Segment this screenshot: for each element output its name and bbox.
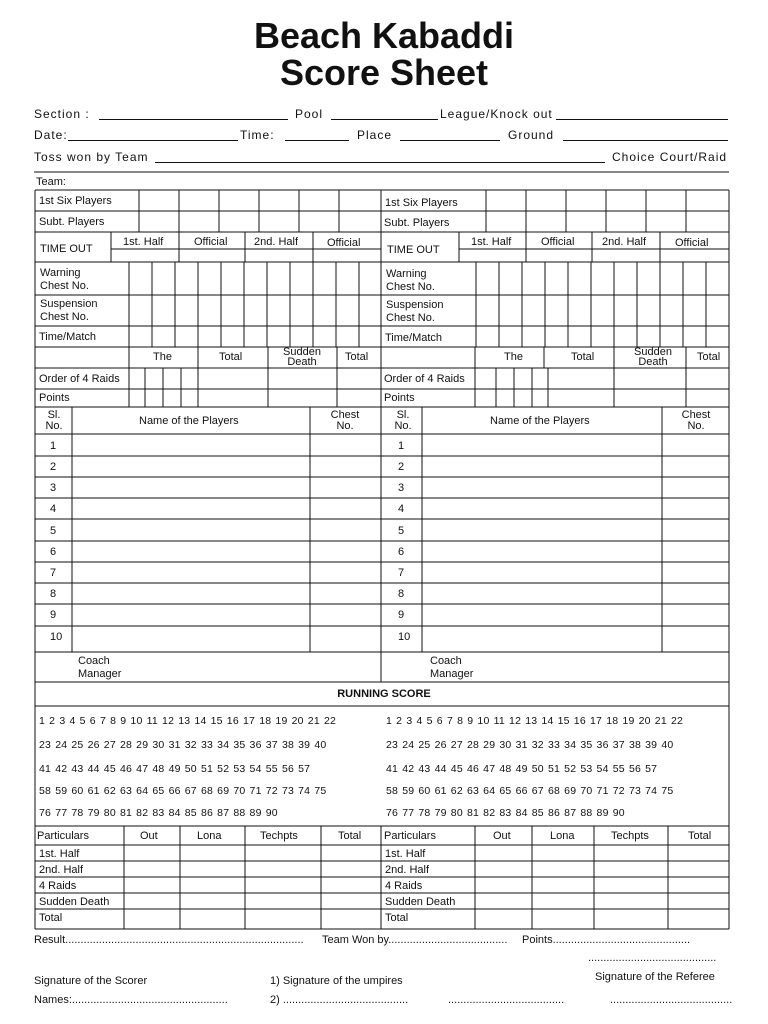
right-coach-manager-label: Coach Manager (430, 655, 474, 680)
time-label: Time: (240, 128, 275, 142)
summary-header: Out (140, 830, 158, 842)
right-warning-chest-label: Chest No. (386, 281, 435, 293)
pool-label: Pool (295, 107, 324, 121)
left-subt-label: Subt. Players (39, 216, 105, 228)
right-first-half-label: 1st. Half (471, 236, 512, 248)
scorer-sign-label: Signature of the Scorer (34, 975, 148, 987)
right-sl-number: 3 (398, 482, 405, 494)
right-sudden-death-label: Sudden Death (634, 346, 672, 368)
left-first-half-label: 1st. Half (123, 236, 164, 248)
right-order-raids-label: Order of 4 Raids (384, 373, 465, 385)
right-sl-number: 10 (398, 631, 411, 643)
sheet-title-line1: Beach Kabaddi (253, 15, 515, 56)
left-sl-number: 9 (50, 609, 57, 621)
right-the-label: The (504, 351, 523, 363)
right-name-players-header: Name of the Players (490, 415, 590, 427)
right-total-label-1: Total (571, 351, 595, 363)
summary-header: Techpts (260, 830, 298, 842)
team-label: Team: (36, 176, 66, 188)
right-sl-number: 4 (398, 503, 405, 515)
left-sl-number: 6 (50, 546, 57, 558)
summary-row-label: 4 Raids (385, 880, 423, 892)
right-sl-number: 6 (398, 546, 405, 558)
right-sl-number: 5 (398, 525, 405, 537)
left-order-raids-label: Order of 4 Raids (39, 373, 120, 385)
sheet-title-line2: Score Sheet (279, 52, 489, 93)
left-sl-number: 5 (50, 525, 57, 537)
umpires-sign-label: 1) Signature of the umpires (270, 975, 403, 987)
right-timeout-label: TIME OUT (387, 244, 440, 256)
right-sl-number: 7 (398, 567, 405, 579)
left-sl-number: 10 (50, 631, 63, 643)
left-total-label-2: Total (345, 351, 369, 363)
summary-row-label: Sudden Death (385, 896, 456, 908)
running-score-line: 58 59 60 61 62 63 64 65 66 67 68 69 70 71 72 73 74 75 (386, 785, 674, 797)
league-label: League/Knock out (440, 107, 553, 121)
left-points-label: Points (39, 392, 70, 404)
summary-row-label: 2nd. Half (39, 864, 84, 876)
summary-row-label: 4 Raids (39, 880, 77, 892)
left-the-label: The (153, 351, 172, 363)
left-total-label-1: Total (219, 351, 243, 363)
left-chest-no-header: Chest No. (330, 409, 360, 432)
left-first-six-label: 1st Six Players (39, 195, 112, 207)
summary-header: Particulars (384, 830, 436, 842)
right-suspension-chest-label: Chest No. (386, 312, 435, 324)
running-score-line: 23 24 25 26 27 28 29 30 31 32 33 34 35 36 37 38 39 40 (386, 739, 674, 751)
running-score-line: 76 77 78 79 80 81 82 83 84 85 86 87 88 89 90 (39, 807, 278, 819)
summary-row-label: 2nd. Half (385, 864, 430, 876)
left-second-half-label: 2nd. Half (254, 236, 299, 248)
right-sl-number: 2 (398, 461, 405, 473)
running-score-line: 23 24 25 26 27 28 29 30 31 32 33 34 35 36 37 38 39 40 (39, 739, 327, 751)
left-sl-number: 1 (50, 440, 57, 452)
umpire-2-field[interactable]: 2) ......................................... (270, 994, 409, 1006)
right-suspension-label: Suspension (386, 299, 444, 311)
left-suspension-chest-label: Chest No. (40, 311, 89, 323)
summary-header: Out (493, 830, 511, 842)
left-sudden-death-label: Sudden Death (283, 346, 321, 368)
running-score-line: 58 59 60 61 62 63 64 65 66 67 68 69 70 71 72 73 74 75 (39, 785, 327, 797)
place-label: Place (357, 128, 393, 142)
names-field[interactable]: Names:................................................... (34, 994, 228, 1006)
toss-label: Toss won by Team (34, 150, 149, 164)
running-score-line: 41 42 43 44 45 46 47 48 49 50 51 52 53 54 55 56 57 (39, 763, 311, 775)
right-second-half-label: 2nd. Half (602, 236, 647, 248)
summary-row-label: 1st. Half (385, 848, 426, 860)
right-total-label-2: Total (697, 351, 721, 363)
choice-label: Choice Court/Raid (612, 150, 728, 164)
points-field[interactable]: Points............................................. (522, 934, 691, 946)
summary-header: Total (688, 830, 712, 842)
running-score-line: 1 2 3 4 5 6 7 8 9 10 11 12 13 14 15 16 17 18 19 20 21 22 (39, 715, 337, 727)
summary-row-label: Sudden Death (39, 896, 110, 908)
left-suspension-label: Suspension (40, 298, 98, 310)
right-sl-no-header: Sl. No. (394, 409, 412, 432)
left-sl-number: 7 (50, 567, 57, 579)
referee-sign-field[interactable]: .......................................... (588, 952, 717, 964)
left-official-label-1: Official (194, 236, 228, 248)
left-sl-number: 2 (50, 461, 57, 473)
team-won-field[interactable]: Team Won by....................................... (322, 934, 508, 946)
right-sl-number: 1 (398, 440, 405, 452)
right-time-match-label: Time/Match (385, 332, 443, 344)
right-chest-no-header: Chest No. (681, 409, 711, 432)
running-score-line: 76 77 78 79 80 81 82 83 84 85 86 87 88 89 90 (386, 807, 625, 819)
right-warning-label: Warning (386, 268, 427, 280)
left-official-label-2: Official (327, 237, 361, 249)
summary-header: Lona (550, 830, 575, 842)
right-subt-label: Subt. Players (384, 217, 450, 229)
left-name-players-header: Name of the Players (139, 415, 239, 427)
summary-header: Particulars (37, 830, 89, 842)
right-points-label: Points (384, 392, 415, 404)
left-time-match-label: Time/Match (39, 331, 97, 343)
running-score-title: RUNNING SCORE (337, 688, 431, 700)
left-sl-number: 3 (50, 482, 57, 494)
running-score-line: 1 2 3 4 5 6 7 8 9 10 11 12 13 14 15 16 17 18 19 20 21 22 (386, 715, 684, 727)
section-label: Section : (34, 107, 90, 121)
left-sl-no-header: Sl. No. (45, 409, 63, 432)
left-sl-number: 4 (50, 503, 57, 515)
left-warning-label: Warning (40, 267, 81, 279)
left-sl-number: 8 (50, 588, 57, 600)
left-timeout-label: TIME OUT (40, 243, 93, 255)
summary-row-label: Total (39, 912, 63, 924)
summary-header: Lona (197, 830, 222, 842)
running-score-line: 41 42 43 44 45 46 47 48 49 50 51 52 53 54 55 56 57 (386, 763, 658, 775)
left-warning-chest-label: Chest No. (40, 280, 89, 292)
summary-header: Total (338, 830, 362, 842)
summary-row-label: Total (385, 912, 409, 924)
right-sl-number: 8 (398, 588, 405, 600)
left-coach-manager-label: Coach Manager (78, 655, 122, 680)
date-label: Date: (34, 128, 68, 142)
right-official-label-2: Official (675, 237, 709, 249)
umpire-sign-field-b[interactable]: ........................................ (610, 994, 733, 1006)
right-first-six-label: 1st Six Players (385, 197, 458, 209)
ground-label: Ground (508, 128, 555, 142)
referee-sign-label: Signature of the Referee (595, 971, 715, 983)
umpire-sign-field-a[interactable]: ...................................... (448, 994, 565, 1006)
right-official-label-1: Official (541, 236, 575, 248)
result-field[interactable]: Result.............................................................................. (34, 934, 304, 946)
right-sl-number: 9 (398, 609, 405, 621)
summary-header: Techpts (611, 830, 649, 842)
summary-row-label: 1st. Half (39, 848, 80, 860)
